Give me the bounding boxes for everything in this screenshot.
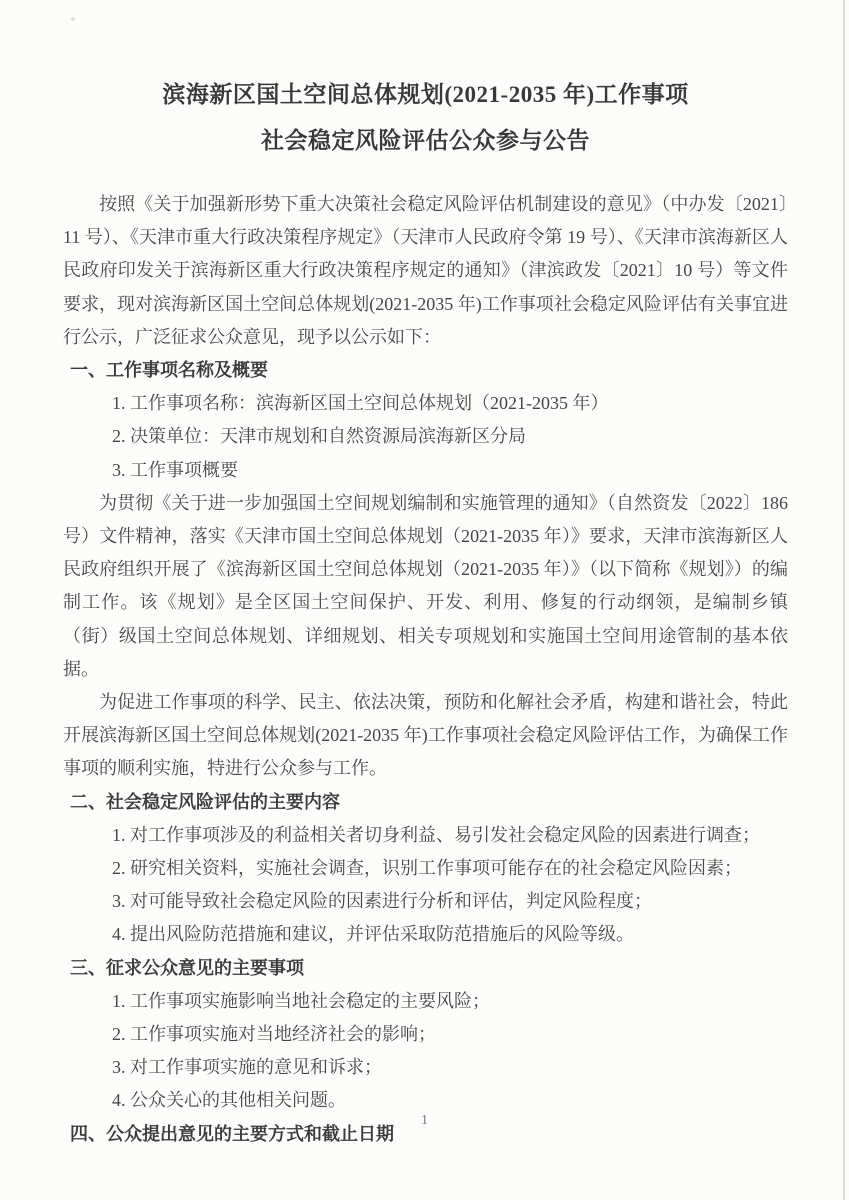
paragraph: 为促进工作事项的科学、民主、依法决策，预防和化解社会矛盾，构建和谐社会，特此开展滨海新区国土空间总体规划(2021-2035 年)工作事项社会稳定风险评估工作，为确保工作事项的顺利实施，特进行公众参与工作。 [63,692,788,779]
document-title [63,72,788,164]
list-item: 3. 工作事项概要 [112,459,238,480]
list-item: 4. 提出风险防范措施和建议，并评估采取防范措施后的风险等级。 [112,924,634,945]
page-title-line1: 滨海新区国土空间总体规划(2021-2035 年)工作事项 [162,82,689,107]
list-item: 1. 工作事项名称：滨海新区国土空间总体规划（2021-2035 年） [112,393,609,414]
section-heading: 四、公众提出意见的主要方式和截止日期 [70,1123,394,1144]
list-item: 1. 对工作事项涉及的利益相关者切身利益、易引发社会稳定风险的因素进行调查； [112,824,760,845]
page-title-line2: 社会稳定风险评估公众参与公告 [261,128,590,153]
list-item: 2. 研究相关资料，实施社会调查，识别工作事项可能存在的社会稳定风险因素； [112,858,742,879]
list-item: 2. 工作事项实施对当地经济社会的影响； [112,1024,436,1045]
section-heading: 二、社会稳定风险评估的主要内容 [70,791,340,812]
paragraph: 为贯彻《关于进一步加强国土空间规划编制和实施管理的通知》（自然资发〔2022〕186 号）文件精神，落实《天津市国土空间总体规划（2021-2035 年）》要求，天津市滨海新区人民政府组织开展了《滨海新区国土空间总体规划（2021-2035 年）》（以下简称《规划》）的编制工作。该《规划》是全区国土空间保护、开发、利用、修复的行动纲领，是编制乡镇（街）级国土空间总体规划、详细规划、相关专项规划和实施国土空间用途管制的基本依据。 [63,492,788,679]
document-body [63,72,788,1151]
scan-edge-line [843,0,845,1200]
list-item: 3. 对可能导致社会稳定风险的因素进行分析和评估，判定风险程度； [112,891,652,912]
section-heading: 一、工作事项名称及概要 [70,360,268,381]
list-item: 3. 对工作事项实施的意见和诉求； [112,1057,382,1078]
list-item: 2. 决策单位：天津市规划和自然资源局滨海新区分局 [112,426,526,447]
list-item: 4. 公众关心的其他相关问题。 [112,1090,346,1111]
section-heading: 三、征求公众意见的主要事项 [70,957,304,978]
page-number: 1 [421,1113,428,1128]
document-content [63,188,788,1151]
list-item: 1. 工作事项实施影响当地社会稳定的主要风险； [112,990,490,1011]
scan-speck [71,17,75,21]
paragraph: 按照《关于加强新形势下重大决策社会稳定风险评估机制建设的意见》（中办发〔2021〕11 号）、《天津市重大行政决策程序规定》（天津市人民政府令第 19 号）、《天津市滨海新区人民政府印发关于滨海新区重大行政决策程序规定的通知》（津滨政发〔2021〕10 号）等文件要求，现对滨海新区国土空间总体规划(2021-2035 年)工作事项社会稳定风险评估有关事宜进行公示，广泛征求公众意见，现予以公示如下： [63,194,788,347]
